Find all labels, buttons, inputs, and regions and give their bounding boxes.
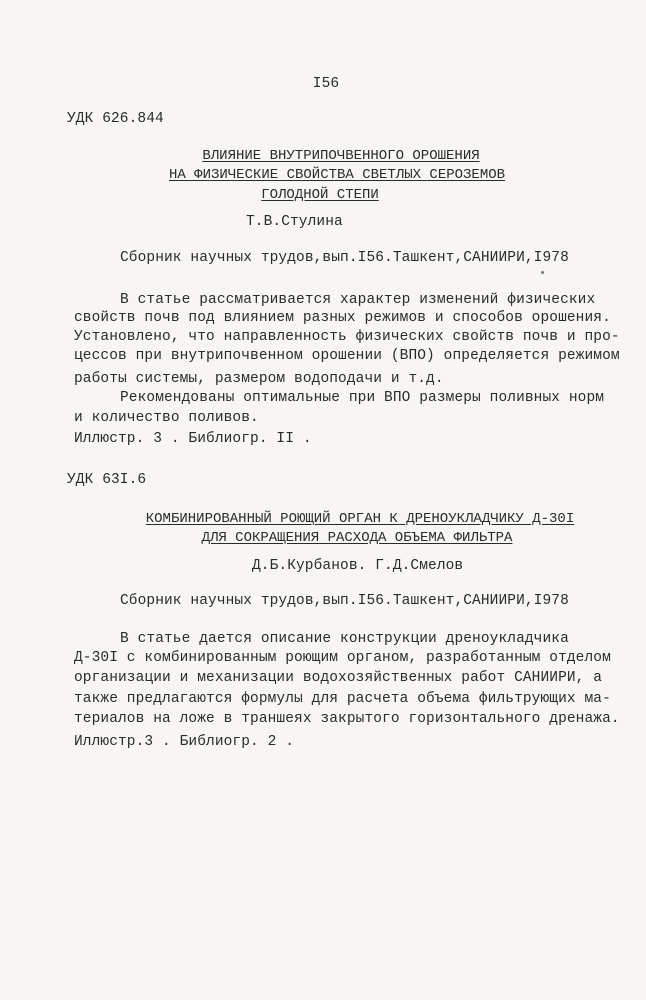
abstract-line: также предлагаются формулы для расчета объема фильтрующих ма- [74,691,611,707]
illustrations-bibliography: Иллюстр.3 . Библиогр. 2 . [74,734,295,750]
abstract-line: и количество поливов. [74,410,259,426]
abstract-line: В статье рассматривается характер изменений физических [120,292,596,308]
article-authors: Т.В.Стулина [246,214,343,230]
article-title-line: КОМБИНИРОВАННЫЙ РОЮЩИЙ ОРГАН К ДРЕНОУКЛАДЧИКУ Д-30I [145,511,575,527]
abstract-line: цессов при внутрипочвенном орошении (ВПО) определяется режимом [74,348,620,364]
article-source: Сборник научных трудов,вып.I56.Ташкент,САНИИРИ,I978 [120,593,569,609]
abstract-line: работы системы, размером водоподачи и т.д. [74,371,444,387]
page-number: I56 [312,76,340,92]
abstract-line: организации и механизации водохозяйственных работ САНИИРИ, а [74,670,603,686]
udc-code: УДК 626.844 [67,111,164,127]
article-title-line: ГОЛОДНОЙ СТЕПИ [261,187,379,203]
article-title-line: ВЛИЯНИЕ ВНУТРИПОЧВЕННОГО ОРОШЕНИЯ [202,148,480,164]
abstract-line: Установлено, что направленность физических свойств почв и про- [74,329,620,345]
ink-speck [541,271,544,274]
abstract-line: Д-30I с комбинированным роющим органом, разработанным отделом [74,650,611,666]
abstract-line: Рекомендованы оптимальные при ВПО размеры поливных норм [120,390,605,406]
article-authors: Д.Б.Курбанов. Г.Д.Смелов [252,558,464,574]
abstract-line: В статье дается описание конструкции дреноукладчика [120,631,569,647]
abstract-line: свойств почв под влиянием разных режимов и способов орошения. [74,310,611,326]
article-title-line: ДЛЯ СОКРАЩЕНИЯ РАСХОДА ОБЪЕМА ФИЛЬТРА [201,530,513,546]
udc-code: УДК 63I.6 [67,472,147,488]
illustrations-bibliography: Иллюстр. 3 . Библиогр. II . [74,431,312,447]
article-source: Сборник научных трудов,вып.I56.Ташкент,САНИИРИ,I978 [120,250,569,266]
article-title-line: НА ФИЗИЧЕСКИЕ СВОЙСТВА СВЕТЛЫХ СЕРОЗЕМОВ [168,167,506,183]
abstract-line: териалов на ложе в траншеях закрытого горизонтального дренажа. [74,711,620,727]
